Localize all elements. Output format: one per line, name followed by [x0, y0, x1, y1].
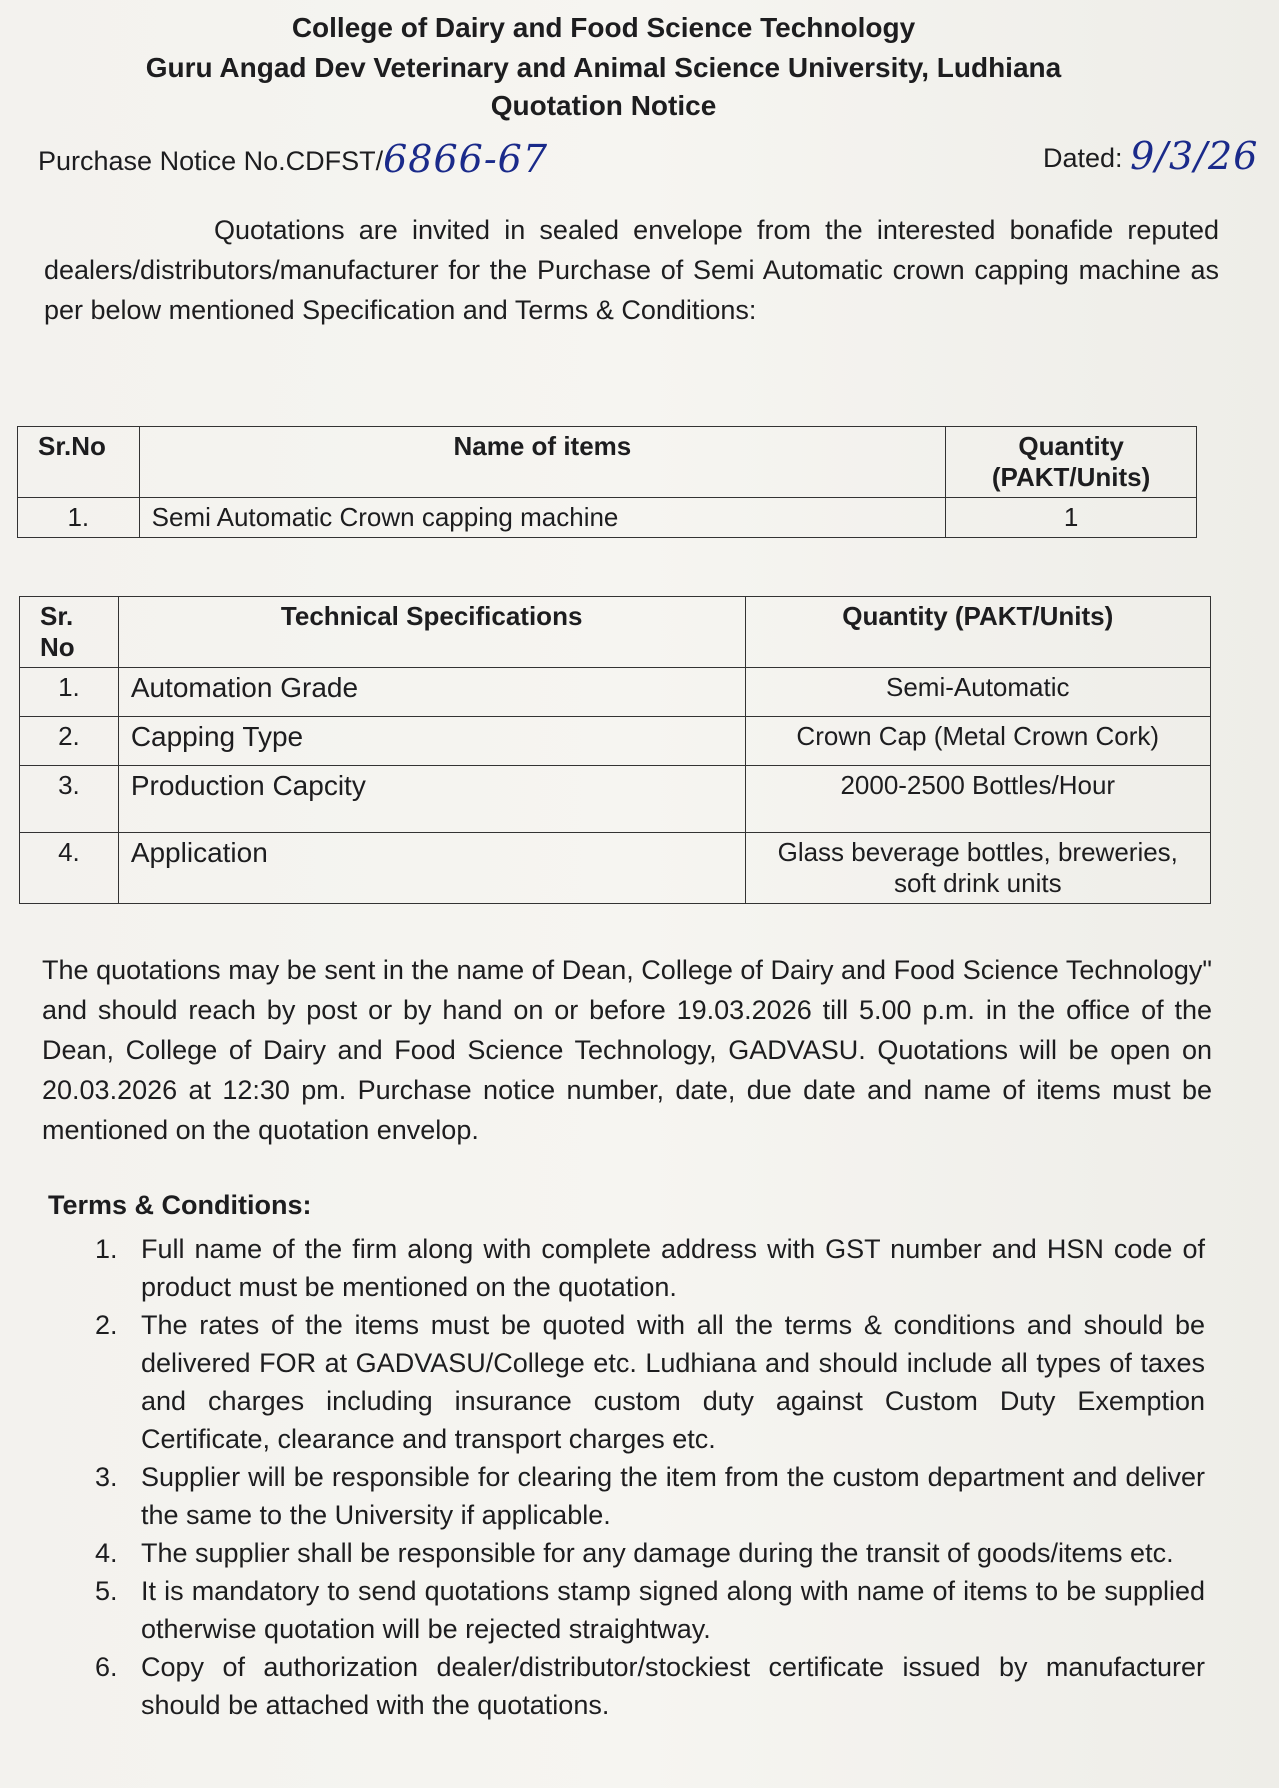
purchase-notice-label: Purchase Notice No.CDFST/ [38, 146, 384, 176]
term-text: Supplier will be responsible for clearing the item from the custom department and deliver the same to the University if applicable. [141, 1462, 1205, 1530]
spec-table [19, 596, 1211, 904]
purchase-notice-number: 6866-67 [383, 137, 549, 181]
cell-spec: Automation Grade [118, 668, 745, 717]
cell-sr-no: 3. [20, 766, 119, 833]
university-name: Guru Angad Dev Veterinary and Animal Science University, Ludhiana [145, 52, 1062, 83]
cell-value: Crown Cap (Metal Crown Cork) [745, 717, 1210, 766]
cell-sr-no: 2. [20, 717, 119, 766]
term-number: 2. [95, 1310, 118, 1340]
cell-quantity: 1 [946, 498, 1197, 538]
table-row [20, 668, 1211, 717]
items-table-header [18, 427, 1197, 498]
term-text: Copy of authorization dealer/distributor/stockiest certificate issued by manufacturer should be attached with the quotations. [141, 1652, 1205, 1720]
term-number: 3. [95, 1462, 118, 1492]
cell-item-name: Semi Automatic Crown capping machine [139, 498, 946, 538]
term-number: 6. [95, 1652, 118, 1682]
terms-title: Terms & Conditions: [48, 1190, 312, 1220]
header-technical-specifications: Technical Specifications [118, 597, 745, 668]
table-row [18, 498, 1197, 538]
cell-sr-no: 4. [20, 833, 119, 904]
table-row [20, 833, 1211, 904]
header-quantity: Quantity (PAKT/Units) [745, 597, 1210, 668]
dated-value: 9/3/26 [1130, 134, 1259, 178]
cell-spec: Application [118, 833, 745, 904]
submission-paragraph: The quotations may be sent in the name of Dean, College of Dairy and Food Science Technology" and should reach by post or by hand on or before 19.03.2026 till 5.00 p.m. in the office of the Dean, College of Dairy and Food Science Technology, GADVASU. Quotations will be open on 20.03.2026 at 12:30 pm. Purchase notice number, date, due date and name of items must be mentioned on the quotation envelop. [42, 955, 1212, 1145]
list-item [95, 1534, 1205, 1572]
items-table [17, 426, 1197, 538]
header-name-of-items: Name of items [139, 427, 946, 498]
list-item [95, 1458, 1205, 1534]
term-number: 1. [95, 1234, 118, 1264]
cell-sr-no: 1. [18, 498, 140, 538]
cell-sr-no: 1. [20, 668, 119, 717]
cell-value: Glass beverage bottles, breweries, soft drink units [745, 833, 1210, 904]
list-item [95, 1648, 1205, 1724]
table-row [20, 766, 1211, 833]
term-text: Full name of the firm along with complete address with GST number and HSN code of product must be mentioned on the quotation. [141, 1234, 1205, 1302]
list-item [95, 1572, 1205, 1648]
list-item [95, 1306, 1205, 1458]
list-item [95, 1230, 1205, 1306]
header-quantity: Quantity (PAKT/Units) [946, 427, 1197, 498]
term-text: It is mandatory to send quotations stamp signed along with name of items to be supplied otherwise quotation will be rejected straightway. [141, 1576, 1205, 1644]
cell-value: 2000-2500 Bottles/Hour [745, 766, 1210, 833]
intro-paragraph [44, 210, 1219, 330]
term-text: The rates of the items must be quoted with all the terms & conditions and should be delivered FOR at GADVASU/College etc. Ludhiana and should include all types of taxes and charges including insurance custom duty against Custom Duty Exemption Certificate, clearance and transport charges etc. [141, 1310, 1205, 1454]
cell-value: Semi-Automatic [745, 668, 1210, 717]
terms-list [95, 1230, 1205, 1724]
dated-label: Dated: [1043, 143, 1123, 173]
college-name: College of Dairy and Food Science Technology [291, 12, 916, 43]
purchase-notice-line [38, 135, 548, 179]
cell-spec: Capping Type [118, 717, 745, 766]
spec-table-header [20, 597, 1211, 668]
term-text: The supplier shall be responsible for any damage during the transit of goods/items etc. [141, 1538, 1174, 1568]
term-number: 5. [95, 1576, 118, 1606]
table-row [20, 717, 1211, 766]
header-sr-no: Sr. No [20, 597, 119, 668]
cell-spec: Production Capcity [118, 766, 745, 833]
header-sr-no: Sr.No [18, 427, 140, 498]
intro-text: Quotations are invited in sealed envelope from the interested bonafide reputed dealers/distributors/manufacturer for the Purchase of Semi Automatic crown capping machine as per below mentioned Specification and Terms & Conditions: [44, 215, 1219, 325]
dated-line [1043, 132, 1258, 176]
notice-title: Quotation Notice [490, 90, 717, 121]
term-number: 4. [95, 1538, 118, 1568]
